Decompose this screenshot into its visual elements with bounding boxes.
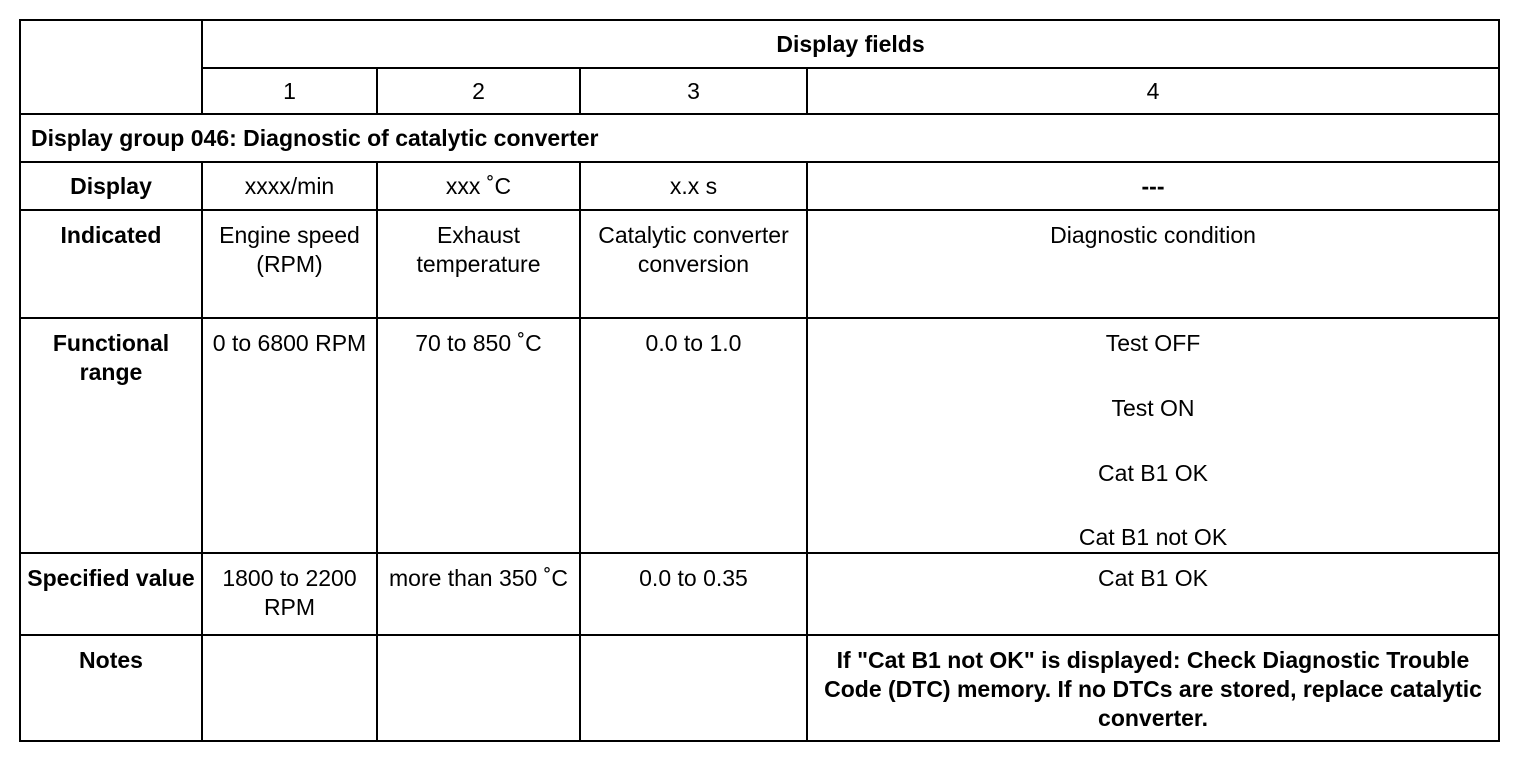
condition-test-off: Test OFF [1105, 330, 1201, 356]
field-number-2: 2 [377, 68, 580, 114]
display-field-4: --- [807, 162, 1499, 210]
condition-test-on: Test ON [1111, 394, 1195, 421]
group-title: Display group 046: Diagnostic of catalytic converter [20, 114, 1499, 162]
specified-field-1: 1800 to 2200 RPM [202, 553, 377, 635]
display-field-3: x.x s [580, 162, 807, 210]
row-label-specified-value: Specified value [20, 553, 202, 635]
row-label-notes: Notes [20, 635, 202, 741]
notes-field-3 [580, 635, 807, 741]
specified-field-3: 0.0 to 0.35 [580, 553, 807, 635]
display-fields-header: Display fields [202, 20, 1499, 68]
condition-cat-ok: Cat B1 OK [1098, 459, 1208, 486]
specified-field-2: more than 350 ˚C [377, 553, 580, 635]
notes-field-2 [377, 635, 580, 741]
notes-field-4: If "Cat B1 not OK" is displayed: Check Diagnostic Trouble Code (DTC) memory. If no DTCs are stored, replace catalytic converter. [807, 635, 1499, 741]
row-label-indicated: Indicated [20, 210, 202, 318]
row-label-functional-range: Functional range [20, 318, 202, 553]
display-field-1: xxxx/min [202, 162, 377, 210]
display-field-2: xxx ˚C [377, 162, 580, 210]
display-group-table [19, 19, 1500, 742]
indicated-field-1: Engine speed (RPM) [202, 210, 377, 318]
field-number-1: 1 [202, 68, 377, 114]
functional-field-1: 0 to 6800 RPM [202, 318, 377, 553]
field-number-3: 3 [580, 68, 807, 114]
indicated-field-2: Exhaust temperature [377, 210, 580, 318]
indicated-field-3: Catalytic converter conversion [580, 210, 807, 318]
corner-cell [20, 20, 202, 114]
functional-field-4 [807, 318, 1499, 553]
condition-cat-not-ok: Cat B1 not OK [1078, 524, 1228, 551]
specified-field-4: Cat B1 OK [807, 553, 1499, 635]
row-label-display: Display [20, 162, 202, 210]
functional-field-2: 70 to 850 ˚C [377, 318, 580, 553]
indicated-field-4: Diagnostic condition [807, 210, 1499, 318]
functional-field-3: 0.0 to 1.0 [580, 318, 807, 553]
notes-field-1 [202, 635, 377, 741]
field-number-4: 4 [807, 68, 1499, 114]
